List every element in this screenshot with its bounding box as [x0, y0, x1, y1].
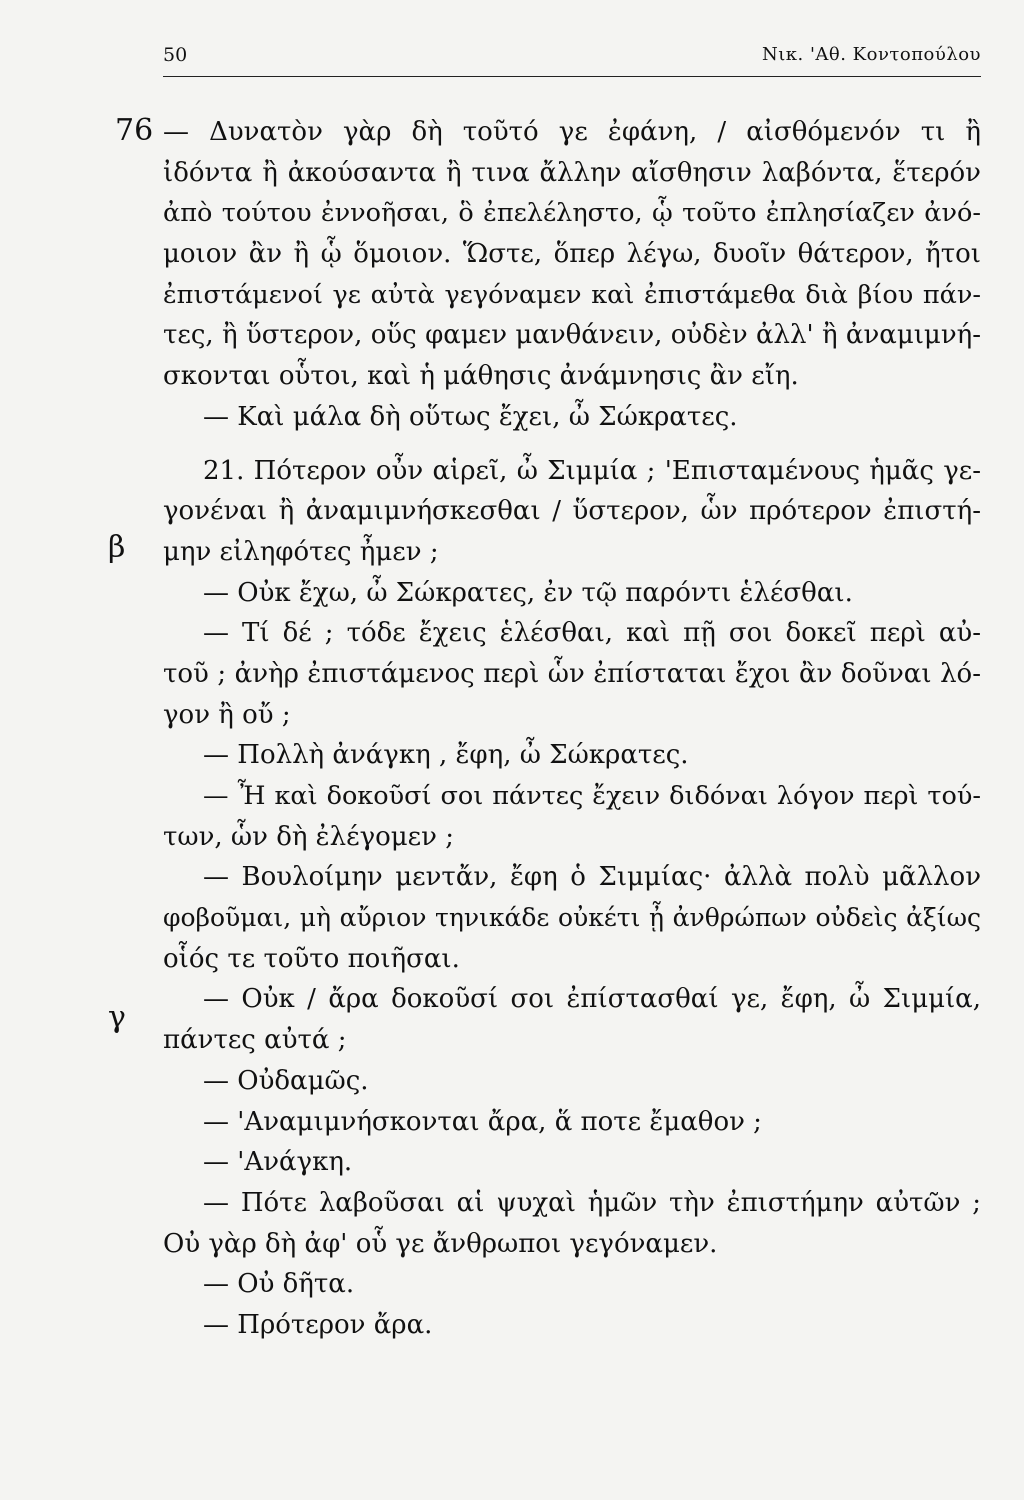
- text-line: — Οὐδαμῶς.: [203, 1065, 369, 1096]
- text-line: — Οὐ δῆτα.: [203, 1269, 355, 1300]
- text-line: ἰδόντα ἢ ἀκούσαντα ἢ τινα ἄλλην αἴσθησιν λαβόντα, ἕτερόν: [163, 157, 981, 188]
- text-line: — Πολλὴ ἀνάγκη , ἔφη, ὦ Σώκρατες.: [203, 740, 689, 771]
- text-line: μοιον ἂν ἢ ᾧ ὅμοιον. Ὥστε, ὅπερ λέγω, δυοῖν θάτερον, ἤτοι: [163, 239, 981, 270]
- text-line: — Οὐκ / ἄρα δοκοῦσί σοι ἐπίστασθαί γε, ἔφη, ὦ Σιμμία,: [203, 984, 981, 1015]
- text-line: — Βουλοίμην μεντἄν, ἔφη ὁ Σιμμίας· ἀλλὰ πολὺ μᾶλλον: [203, 862, 981, 893]
- text-line: Οὐ γὰρ δὴ ἀφ' οὗ γε ἄνθρωποι γεγόναμεν.: [163, 1228, 718, 1259]
- header-rule: [163, 76, 981, 77]
- margin-line-number: 76: [115, 113, 154, 148]
- text-line: πάντες αὐτά ;: [163, 1025, 347, 1056]
- text-line: — Καὶ μάλα δὴ οὕτως ἔχει, ὦ Σώκρατες.: [203, 401, 738, 432]
- margin-section-beta: β: [108, 530, 126, 565]
- text-line: μην εἰληφότες ἦμεν ;: [163, 536, 439, 567]
- text-line: γονέναι ἢ ἀναμιμνήσκεσθαι / ὕστερον, ὧν πρότερον ἐπιστή-: [163, 496, 981, 527]
- text-line: — 'Ανάγκη.: [203, 1147, 353, 1178]
- text-line: — Τί δέ ; τόδε ἔχεις ἑλέσθαι, καὶ πῇ σοι δοκεῖ περὶ αὐ-: [203, 618, 981, 649]
- body-text: [163, 112, 981, 1346]
- text-line: των, ὧν δὴ ἐλέγομεν ;: [163, 821, 454, 852]
- text-line: 21. Πότερον οὖν αἱρεῖ, ὦ Σιμμία ; 'Επισταμένους ἡμᾶς γε-: [203, 455, 981, 486]
- text-line: — 'Αναμιμνήσκονται ἄρα, ἅ ποτε ἔμαθον ;: [203, 1106, 762, 1137]
- text-line: τες, ἢ ὕστερον, οὕς φαμεν μανθάνειν, οὐδὲν ἀλλ' ἢ ἀναμιμνή-: [163, 320, 981, 351]
- margin-section-gamma: γ: [108, 1000, 126, 1035]
- text-line: γον ἢ οὔ ;: [163, 699, 291, 730]
- text-line: — Ἦ καὶ δοκοῦσί σοι πάντες ἔχειν διδόναι λόγον περὶ τού-: [203, 781, 981, 811]
- running-head: Νικ. 'Αθ. Κοντοπούλου: [761, 44, 981, 65]
- text-line: φοβοῦμαι, μὴ αὔριον τηνικάδε οὐκέτι ᾖ ἀνθρώπων οὐδεὶς ἀξίως: [163, 903, 981, 933]
- text-line: οἷός τε τοῦτο ποιῆσαι.: [163, 943, 460, 974]
- page-number: 50: [163, 44, 188, 66]
- text-line: — Πότε λαβοῦσαι αἱ ψυχαὶ ἡμῶν τὴν ἐπιστήμην αὐτῶν ;: [203, 1187, 981, 1218]
- text-line: ἀπὸ τούτου ἐννοῆσαι, ὃ ἐπελέληστο, ᾧ τοῦτο ἐπλησίαζεν ἀνό-: [163, 198, 981, 229]
- text-line: σκονται οὗτοι, καὶ ἡ μάθησις ἀνάμνησις ἂν εἴη.: [163, 361, 799, 392]
- text-line: ἐπιστάμενοί γε αὐτὰ γεγόναμεν καὶ ἐπιστάμεθα διὰ βίου πάν-: [163, 279, 981, 310]
- page-header: [163, 44, 981, 74]
- text-line: — Οὐκ ἔχω, ὦ Σώκρατες, ἐν τῷ παρόντι ἑλέσθαι.: [203, 577, 853, 608]
- text-line: — Πρότερον ἄρα.: [203, 1309, 433, 1340]
- text-line: — Δυνατὸν γὰρ δὴ τοῦτό γε ἐφάνη, / αἰσθόμενόν τι ἢ: [163, 117, 981, 147]
- text-line: τοῦ ; ἀνὴρ ἐπιστάμενος περὶ ὧν ἐπίσταται ἔχοι ἂν δοῦναι λό-: [163, 658, 981, 689]
